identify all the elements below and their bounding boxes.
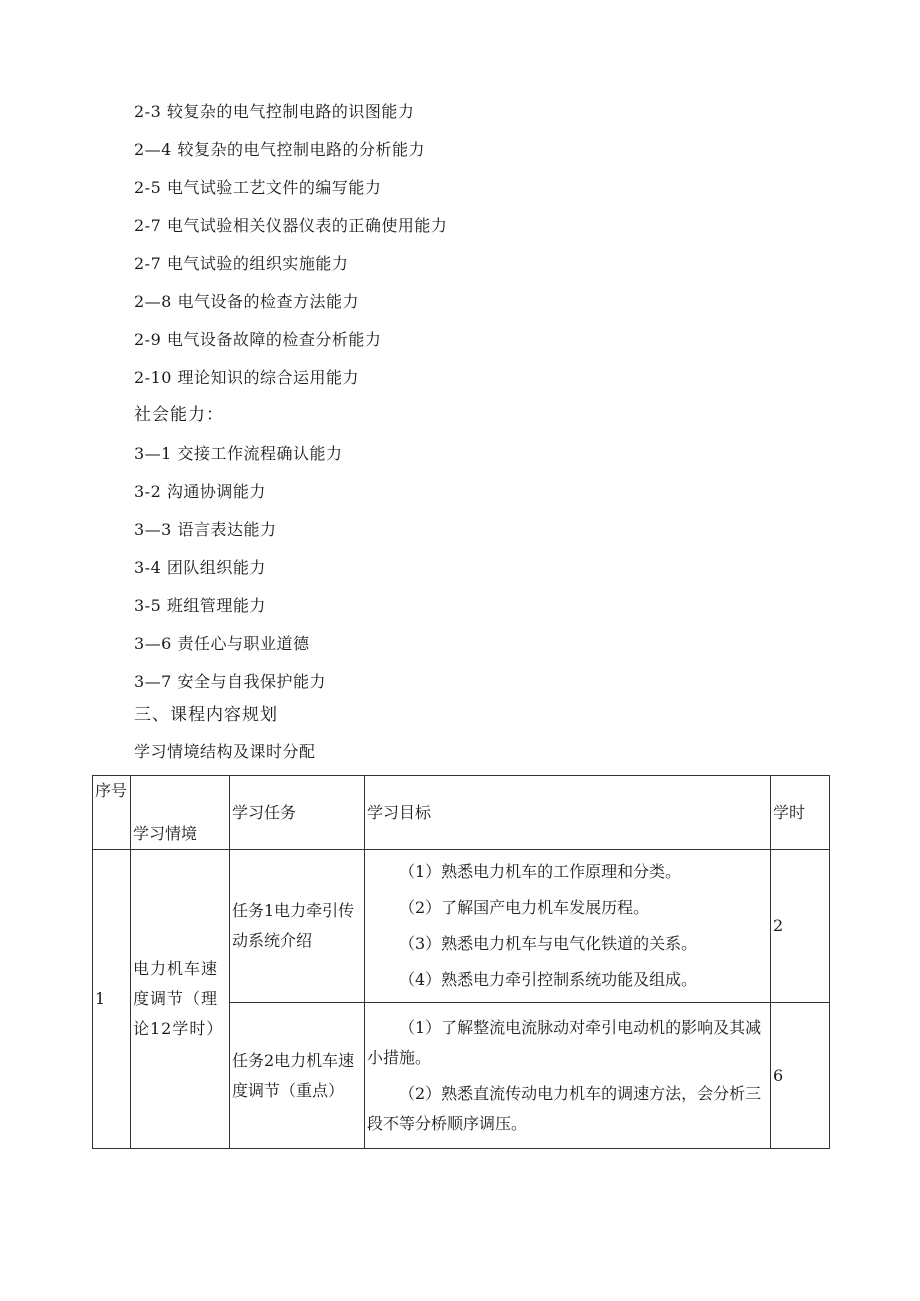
header-task: 学习任务 <box>230 776 365 850</box>
table-row <box>93 850 830 1003</box>
ability-line-2-5: 2-5 电气试验工艺文件的编写能力 <box>134 178 382 197</box>
goal-item: （1）了解整流电流脉动对牵引电动机的影响及其减小措施。 <box>367 1017 762 1067</box>
ability-line-2-9: 2-9 电气设备故障的检查分析能力 <box>134 330 382 349</box>
social-line-3-4: 3-4 团队组织能力 <box>134 558 266 577</box>
social-line-3-1: 3—1 交接工作流程确认能力 <box>134 444 343 463</box>
task-2-goals <box>365 1003 771 1149</box>
section-title: 三、课程内容规划 <box>134 705 278 725</box>
header-situation: 学习情境 <box>131 776 230 850</box>
goal-item: （2）熟悉直流传动电力机车的调速方法，会分析三段不等分桥顺序调压。 <box>367 1083 762 1133</box>
ability-line-2-10: 2-10 理论知识的综合运用能力 <box>134 368 360 387</box>
social-line-3-5: 3-5 班组管理能力 <box>134 596 266 615</box>
social-line-3-3: 3—3 语言表达能力 <box>134 520 277 539</box>
task-1-hours: 2 <box>771 850 830 1003</box>
table-header-row <box>93 776 830 850</box>
ability-line-2-8: 2—8 电气设备的检查方法能力 <box>134 292 359 311</box>
task-2-hours: 6 <box>771 1003 830 1149</box>
task-1: 任务1电力牵引传动系统介绍 <box>230 850 365 1003</box>
row-seq: 1 <box>93 850 131 1149</box>
ability-line-2-4: 2—4 较复杂的电气控制电路的分析能力 <box>134 140 425 159</box>
ability-line-2-7a: 2-7 电气试验相关仪器仪表的正确使用能力 <box>134 216 448 235</box>
ability-line-2-3: 2-3 较复杂的电气控制电路的识图能力 <box>134 102 415 121</box>
task-2: 任务2电力机车速度调节（重点） <box>230 1003 365 1149</box>
social-line-3-2: 3-2 沟通协调能力 <box>134 482 266 501</box>
row-situation: 电力机车速度调节（理论12学时） <box>131 850 230 1149</box>
task-1-goals <box>365 850 771 1003</box>
course-plan-table <box>92 775 830 1149</box>
goal-item: （1）熟悉电力机车的工作原理和分类。 <box>399 862 682 881</box>
social-line-3-6: 3—6 责任心与职业道德 <box>134 634 310 653</box>
header-seq: 序号 <box>93 776 131 850</box>
goal-item: （4）熟悉电力牵引控制系统功能及组成。 <box>399 970 698 989</box>
goal-item: （3）熟悉电力机车与电气化铁道的关系。 <box>399 934 698 953</box>
social-ability-heading: 社会能力： <box>134 405 224 425</box>
social-line-3-7: 3—7 安全与自我保护能力 <box>134 672 326 691</box>
ability-line-2-7b: 2-7 电气试验的组织实施能力 <box>134 254 349 273</box>
goal-item: （2）了解国产电力机车发展历程。 <box>399 898 650 917</box>
header-hours: 学时 <box>771 776 830 850</box>
table-caption: 学习情境结构及课时分配 <box>134 742 316 761</box>
header-goal: 学习目标 <box>365 776 771 850</box>
